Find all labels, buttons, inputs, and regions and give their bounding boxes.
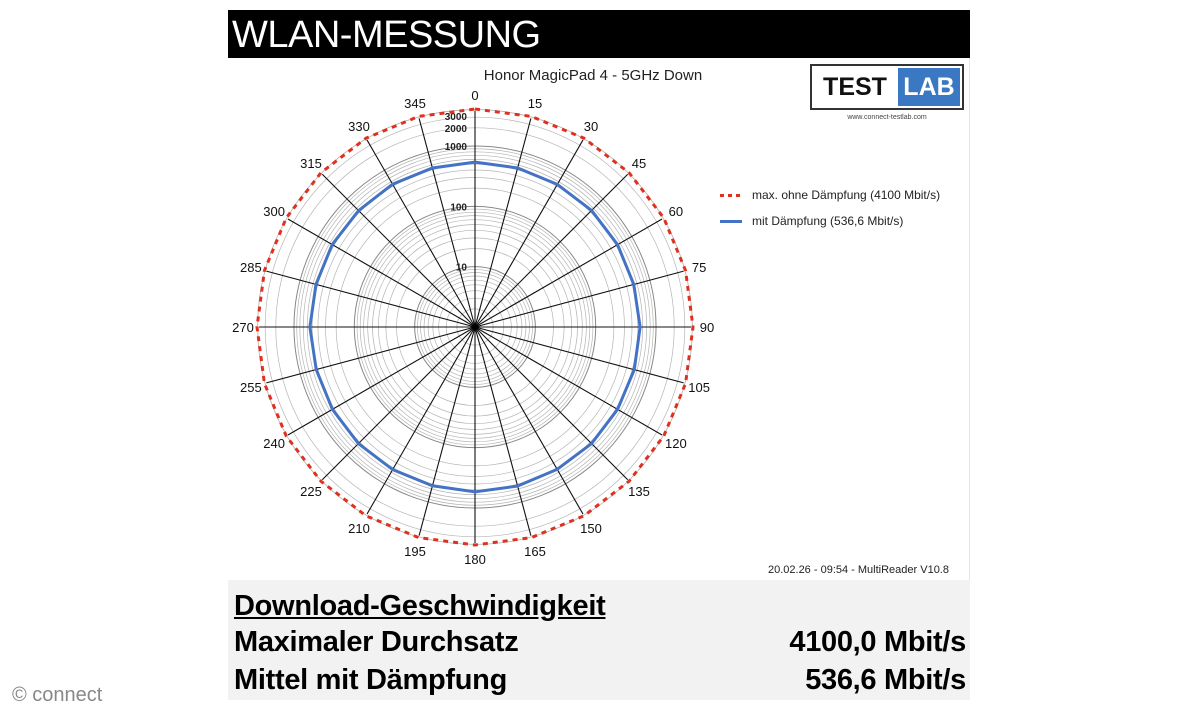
angle-tick-label: 300 [263, 204, 285, 219]
radial-tick-label: 10 [455, 262, 467, 274]
logo-test-text: TEST [823, 73, 887, 101]
radial-tick-label: 3000 [444, 112, 467, 124]
measurement-timestamp: 20.02.26 - 09:54 - MultiReader V10.8 [767, 564, 949, 576]
angle-tick-label: 255 [240, 380, 262, 395]
angle-tick-label: 90 [699, 320, 715, 335]
header-bar [228, 10, 970, 58]
legend-swatch-solid [720, 220, 742, 223]
summary-section [228, 580, 970, 700]
angle-tick-label: 105 [688, 380, 710, 395]
angle-tick-label: 270 [232, 320, 254, 335]
summary-label-max: Maximaler Durchsatz [234, 626, 519, 658]
angle-tick-label: 75 [691, 260, 707, 275]
summary-row-max [234, 626, 966, 662]
angle-tick-label: 165 [524, 544, 546, 560]
testlab-logo [808, 62, 968, 128]
summary-heading: Download-Geschwindigkeit [234, 590, 606, 622]
logo-url: www.connect-testlab.com [847, 114, 927, 121]
angle-tick-label: 285 [240, 260, 262, 275]
grid-spoke [322, 327, 475, 480]
angle-tick-label: 45 [631, 156, 647, 171]
radial-tick-label: 100 [450, 202, 467, 214]
grid-spoke [475, 174, 628, 327]
angle-tick-label: 240 [263, 436, 285, 451]
angle-tick-label: 15 [527, 95, 543, 111]
grid-spoke [322, 174, 475, 327]
polar-chart [228, 58, 970, 580]
legend-label-attenuated: mit Dämpfung (536,6 Mbit/s) [752, 214, 904, 228]
angle-tick-label: 30 [583, 119, 599, 135]
chart-title: Honor MagicPad 4 - 5GHz Down [483, 67, 703, 84]
angle-tick-label: 150 [580, 520, 602, 536]
angle-tick-label: 225 [300, 484, 322, 499]
copyright-watermark: © connect [12, 684, 103, 706]
angle-tick-label: 120 [665, 436, 687, 451]
measurement-panel [228, 10, 970, 700]
summary-value-max: 4100,0 Mbit/s [789, 626, 966, 658]
radial-tick-label: 1000 [444, 142, 467, 153]
legend-label-max: max. ohne Dämpfung (4100 Mbit/s) [752, 188, 941, 202]
angle-tick-label: 180 [464, 552, 486, 567]
angle-tick-label: 60 [668, 204, 684, 219]
summary-label-attenuated: Mittel mit Dämpfung [234, 664, 508, 696]
angle-tick-label: 135 [628, 484, 650, 499]
angle-tick-label: 210 [348, 520, 370, 536]
logo-lab-text: LAB [898, 68, 960, 106]
angle-tick-label: 345 [404, 95, 426, 111]
radial-tick-label: 2000 [444, 123, 467, 135]
summary-value-attenuated: 536,6 Mbit/s [805, 664, 966, 696]
legend-swatch-dashed [720, 194, 742, 197]
angle-tick-label: 315 [300, 156, 322, 171]
logo-box [810, 64, 964, 110]
angle-tick-label: 330 [348, 119, 370, 135]
angle-tick-label: 0 [471, 88, 479, 103]
angle-tick-label: 195 [404, 544, 426, 560]
polar-center [472, 324, 478, 330]
chart-area [228, 58, 970, 580]
summary-row-attenuated [234, 664, 966, 700]
page-title: WLAN-MESSUNG [232, 14, 541, 56]
grid-spoke [475, 327, 628, 480]
